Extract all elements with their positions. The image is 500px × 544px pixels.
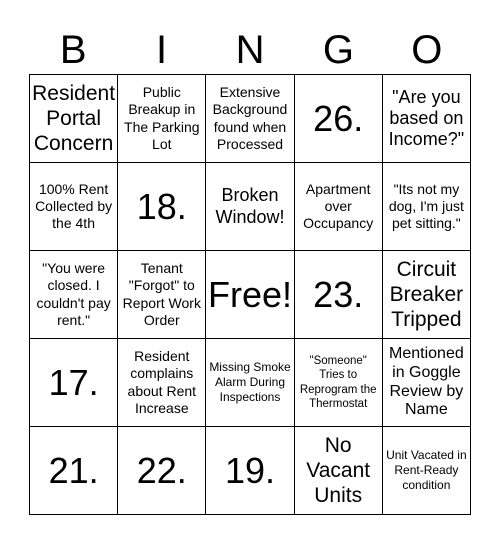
bingo-cell[interactable]: Tenant "Forgot" to Report Work Order — [118, 251, 206, 339]
bingo-cell[interactable]: 21. — [30, 427, 118, 515]
bingo-cell[interactable]: Broken Window! — [206, 163, 294, 251]
bingo-header — [29, 26, 471, 74]
bingo-cell[interactable]: Unit Vacated in Rent-Ready condition — [383, 427, 471, 515]
bingo-cell[interactable]: "Someone" Tries to Reprogram the Thermostat — [295, 339, 383, 427]
bingo-grid — [29, 74, 471, 515]
bingo-cell[interactable]: Apartment over Occupancy — [295, 163, 383, 251]
bingo-cell[interactable]: 18. — [118, 163, 206, 251]
bingo-cell[interactable]: "Are you based on Income?" — [383, 75, 471, 163]
header-letter-b: B — [59, 28, 87, 72]
bingo-cell[interactable]: No Vacant Units — [295, 427, 383, 515]
bingo-cell[interactable]: 19. — [206, 427, 294, 515]
bingo-cell[interactable]: "Its not my dog, I'm just pet sitting." — [383, 163, 471, 251]
header-letter-o: O — [411, 28, 443, 72]
bingo-cell[interactable]: 26. — [295, 75, 383, 163]
bingo-cell[interactable]: Resident complains about Rent Increase — [118, 339, 206, 427]
bingo-cell[interactable]: 17. — [30, 339, 118, 427]
bingo-cell[interactable]: Extensive Background found when Processed — [206, 75, 294, 163]
bingo-cell[interactable]: Missing Smoke Alarm During Inspections — [206, 339, 294, 427]
bingo-cell[interactable]: Mentioned in Goggle Review by Name — [383, 339, 471, 427]
header-letter-n: N — [235, 28, 265, 72]
bingo-cell[interactable]: Public Breakup in The Parking Lot — [118, 75, 206, 163]
bingo-cell[interactable]: 100% Rent Collected by the 4th — [30, 163, 118, 251]
bingo-cell[interactable]: "You were closed. I couldn't pay rent." — [30, 251, 118, 339]
bingo-cell[interactable]: 23. — [295, 251, 383, 339]
bingo-cell[interactable]: 22. — [118, 427, 206, 515]
header-letter-i: I — [156, 28, 168, 72]
header-letter-g: G — [322, 28, 354, 72]
free-space[interactable]: Free! — [206, 251, 294, 339]
bingo-cell[interactable]: Resident Portal Concern — [30, 75, 118, 163]
bingo-cell[interactable]: Circuit Breaker Tripped — [383, 251, 471, 339]
